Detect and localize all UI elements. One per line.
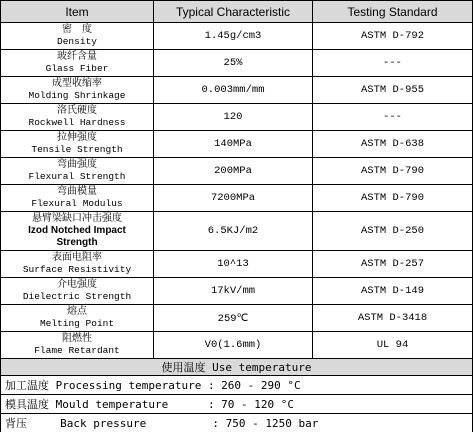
property-name-cell	[1, 332, 154, 359]
property-name-cn: 弯曲强度	[57, 159, 97, 170]
column-header-typical: Typical Characteristic	[154, 1, 313, 23]
testing-standard: ---	[313, 104, 473, 131]
table-row	[1, 212, 473, 251]
table-row	[1, 332, 473, 359]
property-name-en: Flexural Modulus	[31, 198, 123, 209]
use-temperature-cell	[1, 395, 473, 414]
property-name-cn: 洛氏硬度	[57, 105, 97, 116]
table-row	[1, 158, 473, 185]
property-name-cell	[1, 23, 154, 50]
property-value: 17kV/mm	[154, 278, 313, 305]
back-pressure-line: 背压 Back pressure : 750 - 1250 bar	[5, 417, 319, 430]
property-name-cn: 成型收缩率	[52, 78, 102, 89]
table-row	[1, 104, 473, 131]
testing-standard: ASTM D-792	[313, 23, 473, 50]
property-name-en: Surface Resistivity	[22, 264, 132, 275]
property-name-cn: 拉伸强度	[57, 132, 97, 143]
mould-temperature-line: 模具温度 Mould temperature : 70 - 120 °C	[5, 398, 295, 411]
property-name-en: Tensile Strength	[31, 144, 123, 155]
testing-standard: ASTM D-149	[313, 278, 473, 305]
property-name-cell	[1, 104, 154, 131]
property-name-cell	[1, 185, 154, 212]
property-name-cn: 阻燃性	[62, 333, 92, 344]
use-temperature-heading-cell	[1, 359, 473, 376]
property-name-en: Molding Shrinkage	[28, 90, 126, 101]
table-header-row	[1, 1, 473, 23]
use-temperature-row	[1, 376, 473, 395]
table-row	[1, 50, 473, 77]
property-name-cell	[1, 278, 154, 305]
use-temperature-cell	[1, 376, 473, 395]
property-value: 1.45g/cm3	[154, 23, 313, 50]
property-name-en: Dielectric Strength	[22, 291, 132, 302]
testing-standard: UL 94	[313, 332, 473, 359]
property-name-cn: 表面电阻率	[52, 252, 102, 263]
property-name-cell	[1, 131, 154, 158]
table-row	[1, 185, 473, 212]
use-temperature-header-row	[1, 359, 473, 376]
table-row	[1, 278, 473, 305]
property-name-en: Flexural Strength	[28, 171, 126, 182]
column-header-item: Item	[1, 1, 154, 23]
testing-standard: ASTM D-250	[313, 212, 473, 251]
column-header-standard: Testing Standard	[313, 1, 473, 23]
property-value: 120	[154, 104, 313, 131]
property-name-cn: 介电强度	[57, 279, 97, 290]
testing-standard: ASTM D-638	[313, 131, 473, 158]
property-value: V0(1.6mm)	[154, 332, 313, 359]
property-name-cn: 密 度	[62, 24, 92, 35]
use-temperature-cell	[1, 414, 473, 433]
testing-standard: ASTM D-790	[313, 158, 473, 185]
table-row	[1, 305, 473, 332]
use-temperature-row	[1, 395, 473, 414]
property-name-en: Rockwell Hardness	[28, 117, 126, 128]
testing-standard: ASTM D-955	[313, 77, 473, 104]
property-name-en: Melting Point	[39, 318, 115, 329]
use-temperature-row	[1, 414, 473, 433]
testing-standard: ASTM D-3418	[313, 305, 473, 332]
property-value: 140MPa	[154, 131, 313, 158]
property-name-cn: 玻纤含量	[57, 51, 97, 62]
property-name-cell	[1, 50, 154, 77]
property-name-cell	[1, 251, 154, 278]
property-name-cell	[1, 77, 154, 104]
property-value: 200MPa	[154, 158, 313, 185]
property-name-cn: 弯曲模量	[57, 186, 97, 197]
table-row	[1, 77, 473, 104]
property-name-en: Flame Retardant	[34, 345, 120, 356]
property-name-cn: 熔点	[67, 306, 87, 317]
property-name-cn: 悬臂梁缺口冲击强度	[32, 213, 122, 224]
testing-standard: ASTM D-257	[313, 251, 473, 278]
property-name-cell	[1, 158, 154, 185]
use-temperature-heading: 使用温度 Use temperature	[161, 361, 312, 374]
property-value: 10^13	[154, 251, 313, 278]
property-name-cell	[1, 305, 154, 332]
property-value: 6.5KJ/m2	[154, 212, 313, 251]
processing-temperature-line: 加工温度 Processing temperature : 260 - 290 °C	[5, 379, 301, 392]
property-name-en: Density	[57, 36, 97, 47]
property-name-en: Glass Fiber	[45, 63, 109, 74]
property-value: 259℃	[154, 305, 313, 332]
table-row	[1, 23, 473, 50]
property-name-en: Izod Notched Impact Strength	[28, 225, 126, 248]
table-row	[1, 131, 473, 158]
table-row	[1, 251, 473, 278]
property-name-cell	[1, 212, 154, 251]
property-value: 0.003mm/mm	[154, 77, 313, 104]
property-value: 25%	[154, 50, 313, 77]
testing-standard: ASTM D-790	[313, 185, 473, 212]
testing-standard: ---	[313, 50, 473, 77]
property-value: 7200MPa	[154, 185, 313, 212]
